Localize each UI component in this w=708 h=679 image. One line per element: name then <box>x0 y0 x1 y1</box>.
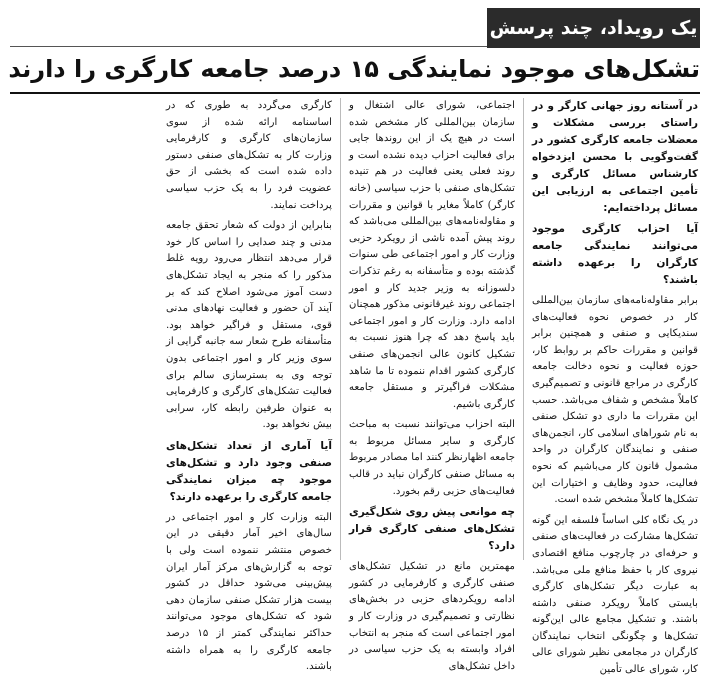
paragraph: در یک نگاه کلی اساساً فلسفه این گونه تشکل‌ها مشارکت در فعالیت‌های صنفی و حرفه‌ای در چارچوب منافع اقتصادی نیروی کار با حفظ منافع ملی می‌باشد. به عبارت دیگر تشکل‌های کارگری بایستی کاملاً رویکرد صنفی داشته باشند. و تشکیل مجامع عالی این‌گونه تشکل‌ها و چگونگی انتخاب نمایندگان کارگران در مجامعی نظیر شورای عالی کار، شورای عالی تأمین <box>532 514 698 676</box>
kicker-rule <box>10 46 487 47</box>
question-3: آیا آماری از تعداد تشکل‌های صنفی وجود دارد و تشکل‌های موجود چه میزان نمایندگی جامعه کارگری را برعهده دارند؟ <box>166 439 332 503</box>
article-column-3 <box>166 98 332 673</box>
column-divider <box>523 98 524 560</box>
paragraph: البته احزاب می‌توانند نسبت به مباحث کارگری و سایر مسائل مربوط به جامعه اظهارنظر کنند اما مصادر مربوط به مسائل صنفی کارگران نباید در قالب فعالیت‌های حزبی رقم بخورد. <box>349 419 515 497</box>
article-body <box>10 98 698 676</box>
question-1: آیا احزاب کارگری موجود می‌توانند نمایندگی جامعه کارگران را برعهده داشته باشند؟ <box>532 223 698 286</box>
paragraph: مهمترین مانع در تشکیل تشکل‌های صنفی کارگری و کارفرمایی در کشور ادامه رویکردهای حزبی در بخش‌های نظارتی و تصمیم‌گیری در وزارت کار و امور اجتماعی است که منجر به انتخاب افراد وابسته به یک حزب سیاسی در داخل تشکل‌های <box>349 561 515 672</box>
section-kicker: یک رویداد، چند پرسش <box>487 8 700 48</box>
article-column-1 <box>532 98 698 676</box>
paragraph: البته وزارت کار و امور اجتماعی در سال‌های اخیر آمار دقیقی در این خصوص منتشر ننموده است ولی با توجه به گزارش‌های مرکز آمار ایران پیش‌بینی می‌شود حداقل در کشور بیست هزار تشکل صنفی سازمان دهی شود که تشکل‌های موجود می‌توانند حداکثر نمایندگی کمتر از ۱۵ درصد جامعه کارگری را به همراه داشته باشند. <box>166 511 332 673</box>
column-divider <box>340 98 341 560</box>
paragraph: برابر مقاوله‌نامه‌های سازمان بین‌المللی کار در خصوص نحوه فعالیت‌های سندیکایی و صنفی و همچنین برابر قوانین و مقررات حاکم بر روابط کار، حوزه فعالیت و نحوه دخالت جامعه کارگری در مراجع قانونی و تصمیم‌گیری کاملاً مشخص و شفاف می‌باشد. حسب این مقررات ما داری دو تشکل صنفی به نام شوراهای اسلامی کار، انجمن‌های صنفی و نمایندگان کارگران در واحد مشمول قانون کار می‌باشیم که نحوه فعالیت، حدود وظایف و اختیارات این تشکل‌ها کاملاً مشخص شده است. <box>532 295 698 506</box>
article-lead: در آستانه روز جهانی کارگر و در راستای بررسی مشکلات و معضلات جامعه کارگری کشور در گفت‌وگویی با محسن ایزدخواه کارشناس مسائل کارگری و تأمین اجتماعی به ارزیابی این مسائل پرداخته‌ایم: <box>532 100 698 214</box>
question-2: چه موانعی پیش روی شکل‌گیری تشکل‌های صنفی کارگری قرار دارد؟ <box>349 506 515 553</box>
paragraph: اجتماعی، شورای عالی اشتغال و سازمان بین‌المللی کار مشخص شده است در هیچ یک از این روندها جایی برای فعالیت احزاب دیده نشده است و روند فعلی یعنی فعالیت در هم تنیده تشکل‌های صنفی با حزب سیاسی (خانه کارگر) کاملاً مغایر با قوانین و مقررات و مقاوله‌نامه‌های بین‌المللی می‌باشد که روند پیش آمده ناشی از رویکرد حزبی وزارت کار و امور اجتماعی طی سنوات گذشته بوده و متأسفانه به رغم تذکرات دلسوزانه به وزیر جدید کار و امور اجتماعی روند غیرقانونی مذکور همچنان ادامه دارد. وزارت کار و امور اجتماعی باید پاسخ دهد که چرا هنوز نسبت به تشکیل کانون عالی انجمن‌های صنفی کارگری کشور اقدام ننموده تا ما شاهد مشکلات فراگیرتر و مستقل جامعه کارگری باشیم. <box>349 100 515 410</box>
paragraph: بنابراین از دولت که شعار تحقق جامعه مدنی و چند صدایی را اساس کار خود قرار می‌دهد انتظار می‌رود رویه غلط مذکور را که منجر به ایجاد تشکل‌های دست آموز می‌شود اصلاح کند که بر آیند آن حضور و فعالیت نهادهای مدنی قوی، مستقل و فراگیر خواهد بود. متأسفانه طرح شعار سه جانبه گرایی از سوی وزیر کار و امور اجتماعی بدون توجه وی به بسترسازی سالم برای فعالیت تشکل‌های کارگری و کارفرمایی به عنوان طرفین رابطه کار، سرابی بیش نخواهد بود. <box>166 220 332 431</box>
paragraph: کارگری می‌گردد به طوری که در اساسنامه ارائه شده از سوی سازمان‌های کارگری و کارفرمایی وزارت کار به تشکل‌های صنفی دستور داده شده است که بخشی از حق عضویت فرد را به یک حزب سیاسی پرداخت نمایند. <box>166 100 332 211</box>
article-headline: تشکل‌های موجود نمایندگی ۱۵ درصد جامعه کارگری را دارند <box>8 55 700 83</box>
article-column-2 <box>349 98 515 672</box>
headline-rule <box>10 92 700 94</box>
